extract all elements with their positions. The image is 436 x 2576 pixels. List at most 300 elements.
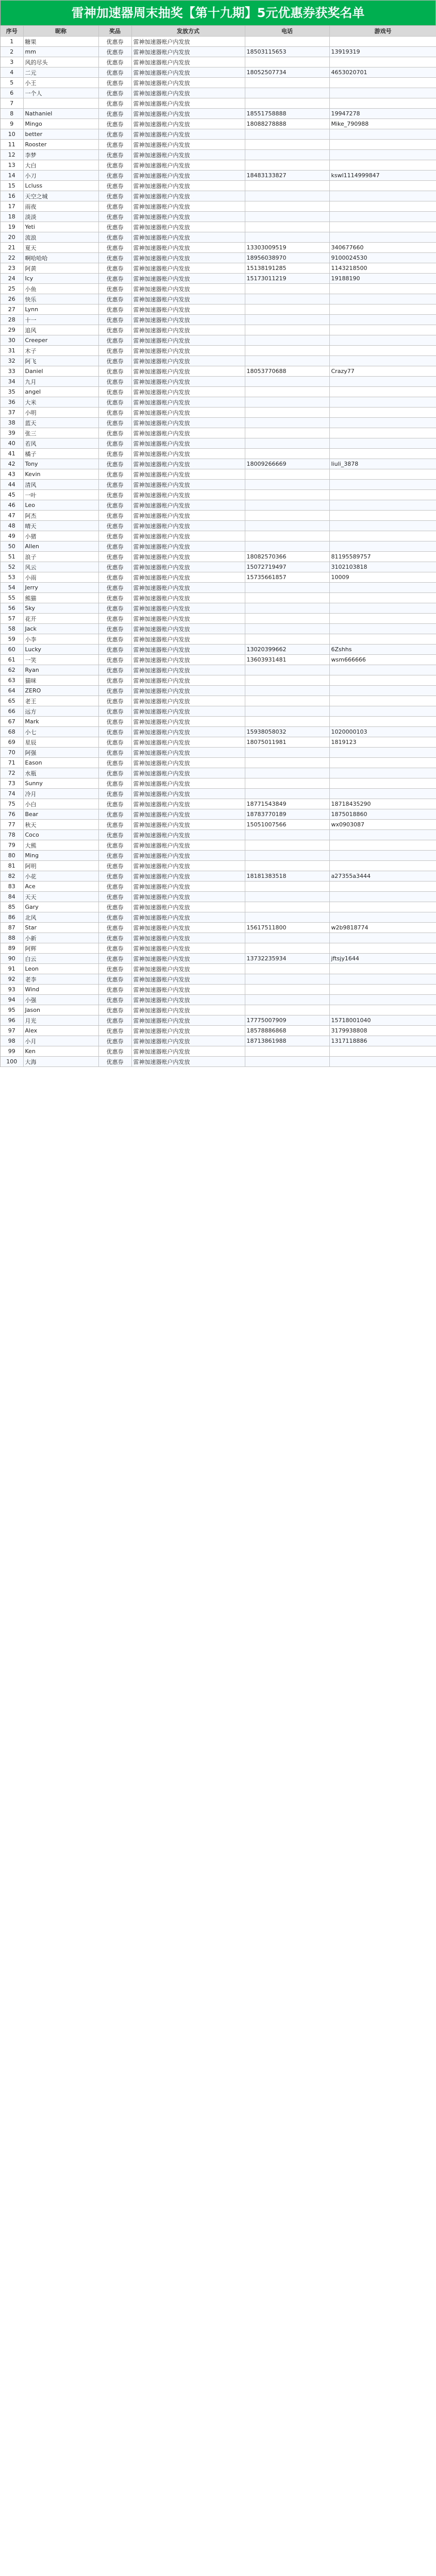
- table-row: [1, 912, 436, 923]
- cell-nickname: 花开: [23, 614, 98, 624]
- cell-nickname: 大米: [23, 397, 98, 408]
- cell-method: 雷神加速器账户内发放: [131, 243, 245, 253]
- cell-method: 雷神加速器账户内发放: [131, 1046, 245, 1057]
- table-row: [1, 232, 436, 243]
- cell-method: 雷神加速器账户内发放: [131, 603, 245, 614]
- cell-phone: [245, 943, 329, 954]
- cell-phone: 18075011981: [245, 737, 329, 748]
- cell-phone: [245, 98, 329, 109]
- cell-phone: 18082570366: [245, 552, 329, 562]
- table-row: [1, 181, 436, 191]
- cell-index: 14: [1, 171, 23, 181]
- cell-account: [329, 212, 436, 222]
- cell-nickname: 星辰: [23, 737, 98, 748]
- cell-prize: 优惠券: [98, 1005, 131, 1015]
- cell-prize: 优惠券: [98, 150, 131, 160]
- cell-nickname: Tony: [23, 459, 98, 469]
- cell-method: 雷神加速器账户内发放: [131, 758, 245, 768]
- cell-prize: 优惠券: [98, 284, 131, 294]
- table-row: [1, 315, 436, 325]
- cell-method: 雷神加速器账户内发放: [131, 871, 245, 882]
- cell-method: 雷神加速器账户内发放: [131, 583, 245, 593]
- table-row: [1, 706, 436, 717]
- cell-account: [329, 985, 436, 995]
- col-header-phone: 电话: [245, 26, 329, 37]
- cell-method: 雷神加速器账户内发放: [131, 737, 245, 748]
- col-header-account: 游戏号: [329, 26, 436, 37]
- cell-prize: 优惠券: [98, 861, 131, 871]
- cell-phone: [245, 665, 329, 675]
- table-row: [1, 985, 436, 995]
- cell-index: 48: [1, 521, 23, 531]
- cell-account: jftsjy1644: [329, 954, 436, 964]
- cell-account: 340677660: [329, 243, 436, 253]
- cell-account: [329, 449, 436, 459]
- cell-method: 雷神加速器账户内发放: [131, 717, 245, 727]
- cell-index: 98: [1, 1036, 23, 1046]
- cell-nickname: [23, 98, 98, 109]
- cell-account: 1819123: [329, 737, 436, 748]
- cell-method: 雷神加速器账户内发放: [131, 809, 245, 820]
- cell-method: 雷神加速器账户内发放: [131, 366, 245, 377]
- table-row: [1, 335, 436, 346]
- cell-index: 80: [1, 851, 23, 861]
- table-row: [1, 645, 436, 655]
- cell-index: 76: [1, 809, 23, 820]
- table-row: [1, 57, 436, 67]
- cell-prize: 优惠券: [98, 191, 131, 201]
- cell-nickname: 月光: [23, 1015, 98, 1026]
- cell-account: [329, 933, 436, 943]
- cell-account: [329, 397, 436, 408]
- cell-index: 94: [1, 995, 23, 1005]
- cell-index: 58: [1, 624, 23, 634]
- cell-method: 雷神加速器账户内发放: [131, 820, 245, 830]
- table-row: [1, 603, 436, 614]
- cell-prize: 优惠券: [98, 985, 131, 995]
- cell-nickname: Icy: [23, 274, 98, 284]
- cell-phone: [245, 377, 329, 387]
- cell-nickname: 糖果: [23, 37, 98, 47]
- cell-method: 雷神加速器账户内发放: [131, 160, 245, 171]
- cell-method: 雷神加速器账户内发放: [131, 912, 245, 923]
- cell-phone: 18503115653: [245, 47, 329, 57]
- cell-account: 9100024530: [329, 253, 436, 263]
- cell-nickname: 雨夜: [23, 201, 98, 212]
- cell-prize: 优惠券: [98, 686, 131, 696]
- table-row: [1, 1036, 436, 1046]
- cell-prize: 优惠券: [98, 181, 131, 191]
- cell-prize: 优惠券: [98, 943, 131, 954]
- cell-phone: 18713861988: [245, 1036, 329, 1046]
- cell-phone: [245, 758, 329, 768]
- cell-index: 21: [1, 243, 23, 253]
- cell-prize: 优惠券: [98, 583, 131, 593]
- table-row: [1, 655, 436, 665]
- table-row: [1, 212, 436, 222]
- cell-phone: [245, 1005, 329, 1015]
- cell-account: [329, 943, 436, 954]
- cell-nickname: 阿飞: [23, 356, 98, 366]
- cell-nickname: 天天: [23, 892, 98, 902]
- cell-account: 1143218500: [329, 263, 436, 274]
- cell-prize: 优惠券: [98, 624, 131, 634]
- cell-prize: 优惠券: [98, 562, 131, 572]
- cell-prize: 优惠券: [98, 840, 131, 851]
- cell-phone: [245, 696, 329, 706]
- cell-prize: 优惠券: [98, 645, 131, 655]
- cell-method: 雷神加速器账户内发放: [131, 222, 245, 232]
- cell-method: 雷神加速器账户内发放: [131, 119, 245, 129]
- cell-method: 雷神加速器账户内发放: [131, 78, 245, 88]
- cell-prize: 优惠券: [98, 830, 131, 840]
- cell-phone: 13020399662: [245, 645, 329, 655]
- cell-prize: 优惠券: [98, 459, 131, 469]
- cell-method: 雷神加速器账户内发放: [131, 212, 245, 222]
- table-row: [1, 129, 436, 140]
- cell-account: wsm666666: [329, 655, 436, 665]
- cell-phone: [245, 438, 329, 449]
- cell-index: 74: [1, 789, 23, 799]
- cell-phone: [245, 614, 329, 624]
- cell-phone: [245, 933, 329, 943]
- cell-prize: 优惠券: [98, 511, 131, 521]
- cell-prize: 优惠券: [98, 315, 131, 325]
- cell-account: a27355a3444: [329, 871, 436, 882]
- cell-prize: 优惠券: [98, 346, 131, 356]
- cell-nickname: 蓝天: [23, 418, 98, 428]
- cell-nickname: 晴天: [23, 521, 98, 531]
- cell-nickname: 淡淡: [23, 212, 98, 222]
- table-row: [1, 923, 436, 933]
- cell-account: [329, 428, 436, 438]
- cell-phone: [245, 346, 329, 356]
- cell-account: [329, 500, 436, 511]
- cell-account: [329, 140, 436, 150]
- cell-prize: 优惠券: [98, 820, 131, 830]
- cell-prize: 优惠券: [98, 335, 131, 346]
- cell-prize: 优惠券: [98, 418, 131, 428]
- cell-method: 雷神加速器账户内发放: [131, 274, 245, 284]
- cell-index: 56: [1, 603, 23, 614]
- cell-index: 49: [1, 531, 23, 541]
- cell-phone: 13303009519: [245, 243, 329, 253]
- cell-index: 26: [1, 294, 23, 304]
- cell-account: [329, 531, 436, 541]
- cell-nickname: Creeper: [23, 335, 98, 346]
- cell-nickname: Lucky: [23, 645, 98, 655]
- cell-phone: 18483133827: [245, 171, 329, 181]
- cell-nickname: 快乐: [23, 294, 98, 304]
- cell-nickname: 十一: [23, 315, 98, 325]
- cell-account: [329, 634, 436, 645]
- cell-prize: 优惠券: [98, 521, 131, 531]
- cell-method: 雷神加速器账户内发放: [131, 727, 245, 737]
- cell-phone: [245, 511, 329, 521]
- cell-account: [329, 438, 436, 449]
- cell-account: liuli_3878: [329, 459, 436, 469]
- cell-nickname: 大白: [23, 160, 98, 171]
- cell-prize: 优惠券: [98, 232, 131, 243]
- cell-phone: [245, 449, 329, 459]
- table-row: [1, 222, 436, 232]
- cell-nickname: 小新: [23, 933, 98, 943]
- cell-method: 雷神加速器账户内发放: [131, 665, 245, 675]
- table-row: [1, 511, 436, 521]
- table-row: [1, 593, 436, 603]
- cell-index: 31: [1, 346, 23, 356]
- cell-prize: 优惠券: [98, 1015, 131, 1026]
- table-row: [1, 294, 436, 304]
- cell-prize: 优惠券: [98, 1046, 131, 1057]
- cell-prize: 优惠券: [98, 140, 131, 150]
- cell-account: [329, 346, 436, 356]
- cell-nickname: Bear: [23, 809, 98, 820]
- cell-nickname: Sky: [23, 603, 98, 614]
- table-row: [1, 686, 436, 696]
- cell-prize: 优惠券: [98, 933, 131, 943]
- cell-account: 3102103818: [329, 562, 436, 572]
- cell-method: 雷神加速器账户内发放: [131, 840, 245, 851]
- cell-prize: 优惠券: [98, 675, 131, 686]
- table-row: [1, 943, 436, 954]
- cell-prize: 优惠券: [98, 541, 131, 552]
- cell-phone: [245, 315, 329, 325]
- cell-account: [329, 768, 436, 778]
- cell-account: [329, 284, 436, 294]
- cell-account: [329, 840, 436, 851]
- cell-phone: [245, 964, 329, 974]
- cell-nickname: 风云: [23, 562, 98, 572]
- cell-phone: [245, 717, 329, 727]
- cell-index: 83: [1, 882, 23, 892]
- cell-prize: 优惠券: [98, 614, 131, 624]
- table-row: [1, 377, 436, 387]
- cell-index: 33: [1, 366, 23, 377]
- cell-phone: [245, 902, 329, 912]
- cell-phone: [245, 304, 329, 315]
- cell-nickname: 清风: [23, 480, 98, 490]
- table-row: [1, 366, 436, 377]
- cell-nickname: 李梦: [23, 150, 98, 160]
- cell-nickname: 橘子: [23, 449, 98, 459]
- col-header-method: 发放方式: [131, 26, 245, 37]
- cell-index: 62: [1, 665, 23, 675]
- table-row: [1, 871, 436, 882]
- table-row: [1, 304, 436, 315]
- cell-index: 22: [1, 253, 23, 263]
- cell-index: 82: [1, 871, 23, 882]
- award-list-sheet: [0, 0, 436, 1067]
- table-row: [1, 274, 436, 284]
- cell-account: 13919319: [329, 47, 436, 57]
- cell-method: 雷神加速器账户内发放: [131, 696, 245, 706]
- cell-index: 92: [1, 974, 23, 985]
- table-row: [1, 778, 436, 789]
- table-row: [1, 758, 436, 768]
- cell-prize: 优惠券: [98, 98, 131, 109]
- cell-prize: 优惠券: [98, 603, 131, 614]
- cell-prize: 优惠券: [98, 758, 131, 768]
- cell-phone: [245, 1057, 329, 1067]
- cell-index: 57: [1, 614, 23, 624]
- cell-account: [329, 521, 436, 531]
- cell-nickname: 阿辉: [23, 943, 98, 954]
- cell-prize: 优惠券: [98, 974, 131, 985]
- cell-prize: 优惠券: [98, 274, 131, 284]
- cell-index: 90: [1, 954, 23, 964]
- cell-account: [329, 541, 436, 552]
- cell-phone: 18771543849: [245, 799, 329, 809]
- table-row: [1, 325, 436, 335]
- cell-nickname: Gary: [23, 902, 98, 912]
- table-row: [1, 737, 436, 748]
- cell-account: [329, 1057, 436, 1067]
- cell-nickname: Star: [23, 923, 98, 933]
- cell-index: 13: [1, 160, 23, 171]
- cell-method: 雷神加速器账户内发放: [131, 789, 245, 799]
- table-row: [1, 191, 436, 201]
- cell-account: [329, 1046, 436, 1057]
- cell-phone: [245, 294, 329, 304]
- cell-phone: [245, 995, 329, 1005]
- cell-account: [329, 675, 436, 686]
- cell-index: 71: [1, 758, 23, 768]
- cell-nickname: 阿黄: [23, 263, 98, 274]
- cell-phone: [245, 706, 329, 717]
- cell-phone: [245, 861, 329, 871]
- cell-phone: [245, 778, 329, 789]
- cell-index: 6: [1, 88, 23, 98]
- cell-account: [329, 511, 436, 521]
- cell-phone: [245, 840, 329, 851]
- cell-index: 84: [1, 892, 23, 902]
- cell-phone: [245, 201, 329, 212]
- cell-index: 11: [1, 140, 23, 150]
- cell-index: 99: [1, 1046, 23, 1057]
- cell-index: 89: [1, 943, 23, 954]
- cell-account: [329, 1005, 436, 1015]
- cell-index: 17: [1, 201, 23, 212]
- cell-phone: [245, 325, 329, 335]
- header-row: [1, 26, 436, 37]
- cell-account: [329, 583, 436, 593]
- cell-nickname: 大熊: [23, 840, 98, 851]
- cell-method: 雷神加速器账户内发放: [131, 706, 245, 717]
- cell-account: [329, 748, 436, 758]
- cell-account: [329, 758, 436, 768]
- cell-phone: [245, 541, 329, 552]
- cell-prize: 优惠券: [98, 88, 131, 98]
- cell-account: 18718435290: [329, 799, 436, 809]
- cell-phone: [245, 686, 329, 696]
- cell-index: 12: [1, 150, 23, 160]
- cell-phone: [245, 428, 329, 438]
- cell-index: 37: [1, 408, 23, 418]
- cell-method: 雷神加速器账户内发放: [131, 541, 245, 552]
- cell-phone: [245, 140, 329, 150]
- cell-method: 雷神加速器账户内发放: [131, 521, 245, 531]
- cell-method: 雷神加速器账户内发放: [131, 37, 245, 47]
- cell-method: 雷神加速器账户内发放: [131, 593, 245, 603]
- cell-nickname: Leo: [23, 500, 98, 511]
- table-row: [1, 696, 436, 706]
- cell-prize: 优惠券: [98, 995, 131, 1005]
- cell-account: [329, 603, 436, 614]
- table-row: [1, 284, 436, 294]
- cell-index: 54: [1, 583, 23, 593]
- table-row: [1, 789, 436, 799]
- cell-method: 雷神加速器账户内发放: [131, 150, 245, 160]
- cell-method: 雷神加速器账户内发放: [131, 974, 245, 985]
- cell-method: 雷神加速器账户内发放: [131, 1026, 245, 1036]
- cell-prize: 优惠券: [98, 377, 131, 387]
- cell-index: 91: [1, 964, 23, 974]
- cell-prize: 优惠券: [98, 871, 131, 882]
- cell-account: [329, 181, 436, 191]
- cell-nickname: Leon: [23, 964, 98, 974]
- cell-index: 78: [1, 830, 23, 840]
- cell-phone: [245, 129, 329, 140]
- cell-phone: 15938058032: [245, 727, 329, 737]
- cell-method: 雷神加速器账户内发放: [131, 614, 245, 624]
- cell-prize: 优惠券: [98, 408, 131, 418]
- cell-phone: [245, 985, 329, 995]
- cell-nickname: 小李: [23, 634, 98, 645]
- cell-account: [329, 191, 436, 201]
- cell-prize: 优惠券: [98, 171, 131, 181]
- cell-index: 68: [1, 727, 23, 737]
- cell-nickname: Sunny: [23, 778, 98, 789]
- cell-nickname: 小七: [23, 727, 98, 737]
- cell-nickname: 小刀: [23, 171, 98, 181]
- table-row: [1, 119, 436, 129]
- cell-prize: 优惠券: [98, 706, 131, 717]
- cell-method: 雷神加速器账户内发放: [131, 232, 245, 243]
- cell-method: 雷神加速器账户内发放: [131, 356, 245, 366]
- table-row: [1, 160, 436, 171]
- cell-index: 23: [1, 263, 23, 274]
- cell-method: 雷神加速器账户内发放: [131, 861, 245, 871]
- cell-method: 雷神加速器账户内发放: [131, 830, 245, 840]
- table-row: [1, 768, 436, 778]
- cell-phone: 18578886868: [245, 1026, 329, 1036]
- cell-index: 96: [1, 1015, 23, 1026]
- cell-index: 1: [1, 37, 23, 47]
- cell-nickname: Eason: [23, 758, 98, 768]
- table-row: [1, 469, 436, 480]
- cell-index: 46: [1, 500, 23, 511]
- cell-account: [329, 294, 436, 304]
- cell-index: 35: [1, 387, 23, 397]
- cell-index: 32: [1, 356, 23, 366]
- cell-index: 87: [1, 923, 23, 933]
- cell-account: [329, 98, 436, 109]
- cell-method: 雷神加速器账户内发放: [131, 799, 245, 809]
- cell-nickname: 小月: [23, 1036, 98, 1046]
- cell-method: 雷神加速器账户内发放: [131, 408, 245, 418]
- cell-phone: [245, 603, 329, 614]
- cell-index: 5: [1, 78, 23, 88]
- cell-prize: 优惠券: [98, 531, 131, 541]
- cell-account: [329, 614, 436, 624]
- cell-index: 69: [1, 737, 23, 748]
- table-row: [1, 109, 436, 119]
- cell-method: 雷神加速器账户内发放: [131, 171, 245, 181]
- cell-nickname: 二元: [23, 67, 98, 78]
- cell-account: [329, 222, 436, 232]
- cell-nickname: 小强: [23, 995, 98, 1005]
